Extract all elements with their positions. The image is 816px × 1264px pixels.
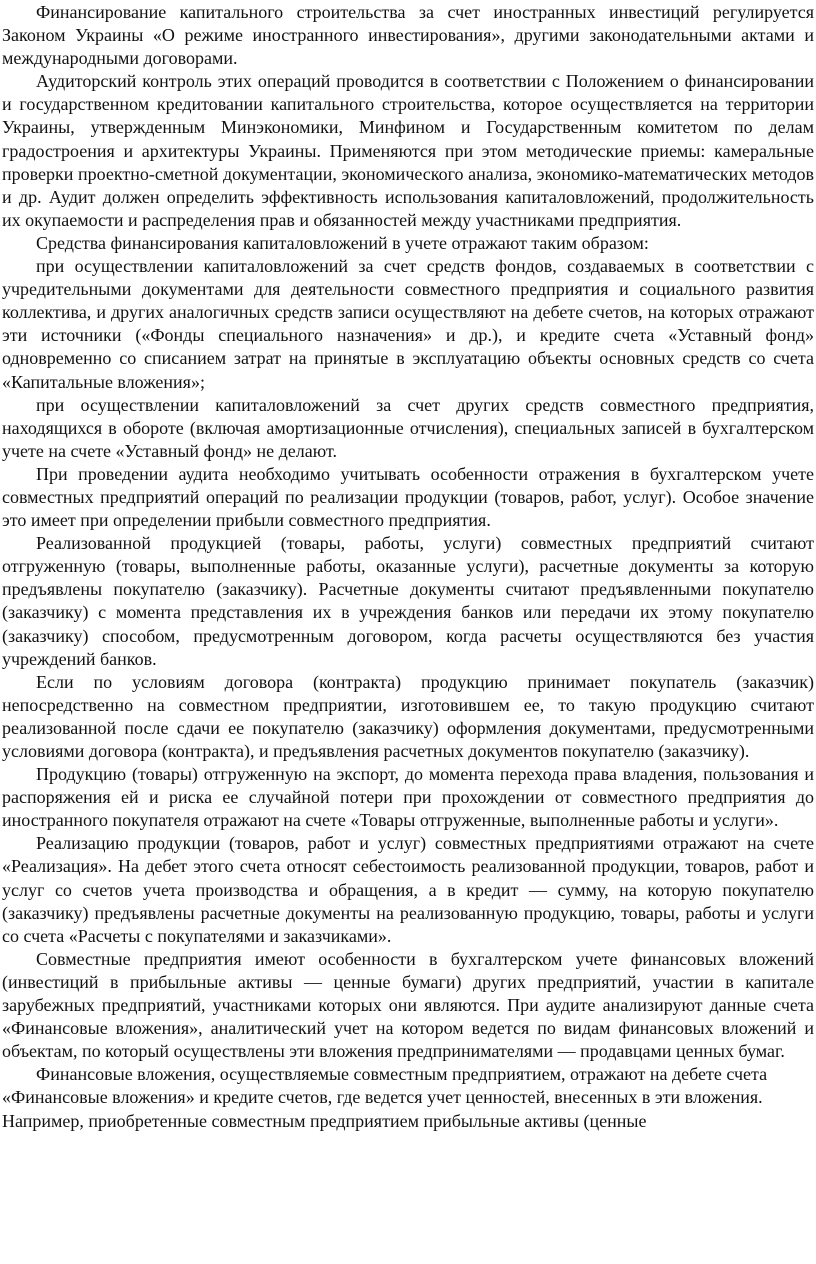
paragraph-audit-control: Аудиторский контроль этих операций проводится в соответствии с Положением о финансировании и государственном кредитовании капитального строительства, которое осуществляется на территории Украины, утвержденным Минэкономики, Минфином и Государственным комитетом по делам градостроения и архитектуры Украины. Применяются при этом методические приемы: камеральные проверки проектно-сметной документации, экономического анализа, экономико-математических методов и др. Аудит должен определить эффективность использования капиталовложений, продолжительность их окупаемости и распределения прав и обязанностей между участниками предприятия. xyxy=(2,71,814,230)
paragraph-sales-accounting: При проведении аудита необходимо учитывать особенности отражения в бухгалтерском учете совместных предприятий операций по реализации продукции (товаров, работ, услуг). Особое значение это имеет при определении прибыли совместного предприятия. xyxy=(2,463,814,531)
paragraph-foreign-investment-financing: Финансирование капитального строительства за счет иностранных инвестиций регулируется Законом Украины «О режиме иностранного инвестирования», другими законодательными актами и международными договорами. xyxy=(2,2,814,69)
paragraph-financing-sources-intro: Средства финансирования капиталовложений в учете отражают таким образом: xyxy=(36,232,649,253)
paragraph-sales-account: Реализацию продукции (товаров, работ и услуг) совместных предприятиями отражают на счете «Реализация». На дебет этого счета относят себестоимость реализованной продукции, товаров, работ и услуг со счетов учета производства и обращения, а в кредит — сумму, на которую покупателю (заказчику) предъявлены расчетные документы на реализованную продукцию, товары, работы и услуги со счета «Расчеты с покупателями и заказчиками». xyxy=(2,833,814,946)
paragraph-investments-recording: Финансовые вложения, осуществляемые совместным предприятием, отражают на дебете счета «Финансовые вложения» и кредите счетов, где ведется учет ценностей, внесенных в эти вложения. Например, приобретенные совместным предприятием прибыльные активы (ценные xyxy=(2,1064,768,1131)
paragraph-financial-investments: Совместные предприятия имеют особенности в бухгалтерском учете финансовых вложений (инвестиций в прибыльные активы — ценные бумаги) других предприятий, участии в капитале зарубежных предприятий, участниками которых они являются. При аудите анализируют данные счета «Финансовые вложения», аналитический учет на котором ведется по видам финансовых вложений и объектам, по который осуществлены эти вложения предпринимателями — продавцами ценных бумаг. xyxy=(2,948,814,1062)
paragraph-export-goods: Продукцию (товары) отгруженную на экспорт, до момента перехода права владения, пользования и распоряжения ей и риска ее случайной потери при прохождении от совместного предприятия до иностранного покупателя отражают на счете «Товары отгруженные, выполненные работы и услуги». xyxy=(2,764,814,831)
paragraph-special-funds: при осуществлении капиталовложений за счет средств фондов, создаваемых в соответствии с учредительными документами для деятельности совместного предприятия и социального развития коллектива, и других аналогичных средств записи осуществляют на дебете счетов, на которых отражают эти источники («Фонды специального назначения» и др.), и кредите счета «Уставный фонд» одновременно со списанием затрат на принятые в эксплуатацию объекты основных средств со счета «Капитальные вложения»; xyxy=(2,256,814,392)
paragraph-sold-products: Реализованной продукцией (товары, работы, услуги) совместных предприятий считают отгруженную (товары, выполненные работы, оказанные услуги), расчетные документы за которую предъявлены покупателю (заказчику). Расчетные документы считают предъявленными покупателю (заказчику) с момента представления их в учреждения банков или передачи их этому покупателю (заказчику) способом, предусмотренным договором, когда расчеты осуществляются без участия учреждений банков. xyxy=(2,533,814,669)
paragraph-other-funds: при осуществлении капиталовложений за счет других средств совместного предприятия, находящихся в обороте (включая амортизационные отчисления), специальных записей в бухгалтерском учете на счете «Уставный фонд» не делают. xyxy=(2,394,814,461)
paragraph-contract-acceptance: Если по условиям договора (контракта) продукцию принимает покупатель (заказчик) непосредственно на совместном предприятии, изготовившем ее, то такую продукцию считают реализованной после сдачи ее покупателю (заказчику) оформления документами, предусмотренными условиями договора (контракта), и предъявления расчетных документов покупателю (заказчику). xyxy=(2,671,814,761)
